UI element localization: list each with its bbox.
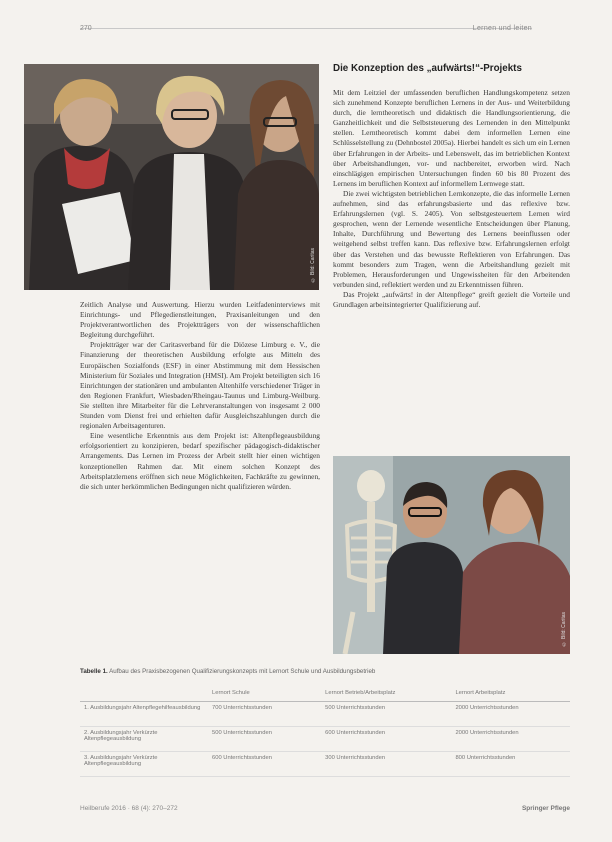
footer-publisher: Springer Pflege	[521, 805, 570, 812]
left-paragraph-1: Zeitlich Analyse und Auswertung. Hierzu wurden Leitfadeninterviews mit Einrichtungs- und Pflegedienstleitungen, Praxisanleitungen und den Projektverantwortlichen des Projektträgers von der wissenschaftlichen Begleitung durchgeführt.	[80, 300, 320, 340]
table-header-cell: Lernort Betrieb/Arbeitsplatz	[321, 685, 451, 702]
table-cell: 3. Ausbildungsjahr Verkürzte Altenpflegeausbildung	[80, 752, 208, 777]
table-header-cell	[80, 685, 208, 702]
photo-skeleton-training	[333, 456, 570, 654]
table-cell: 1. Ausbildungsjahr Altenpflegehilfeausbildung	[80, 702, 208, 727]
photo-skeleton-training-illustration	[333, 456, 570, 654]
right-column	[333, 88, 570, 310]
table-header-row	[80, 685, 570, 702]
right-paragraph-3: Das Projekt „aufwärts! in der Altenpflege“ greift gezielt die Vorteile und Grundlagen arbeitsintegrierter Qualifizierung auf.	[333, 289, 570, 309]
table-header-cell: Lernort Arbeitsplatz	[451, 685, 570, 702]
right-paragraph-1: Mit dem Leitziel der umfassenden beruflichen Handlungskompetenz setzen sich zunehmend Konzepte beruflichen Lernens in der Aus- und Weiterbildung durch, die lerntheoretisch und didaktisch die Handlungsorientierung, die Ganzheitlichkeit und die Selbststeuerung des Lernenden in den Mittelpunkt stellen. Lerntheoretisch kommt dabei dem informellen Lernen eine Schlüsselstellung zu (Dehnbostel 2005a). Hierbei handelt es sich um ein Lernen über Erfahrungen in der Arbeits- und Lebenswelt, das im betrieblichen Kontext über Arbeitshandlungen, vor- und nachbereitet, erworben wird. Nach einschlägigen empirischen Untersuchungen finden 60 bis 80 Prozent des Lernens im beruflichen Kontext auf informellem Lernwege statt.	[333, 88, 570, 188]
right-paragraph-2: Die zwei wichtigsten betrieblichen Lernkonzepte, die das informelle Lernen aufnehmen, sind das erfahrungsbasierte und das reflexive bzw. Erfahrungslernen (vgl. S. 2405). Von selbstgesteuertem Lernen wird gesprochen, wenn der Lernende wesentliche Entscheidungen über Planung, Inhalte, Durchführung und Bewertung des Lernens beeinflussen oder weitgehend selbst treffen kann. Das reflexive bzw. Erfahrungslernen erfolgt über das Verstehen und das bewusste Reflektieren von Erfahrungen. Das kommt besonders zum Tragen, wenn die Arbeitshandlung gezielt mit Problemen, Herausforderungen und Ungewissheiten für den Arbeitenden verbunden sind, reflektiert werden und zu Erkenntnissen führen.	[333, 188, 570, 289]
left-paragraph-2: Projektträger war der Caritasverband für die Diözese Limburg e. V., die Finanzierung der theoretischen Ausbildung erfolgte aus Mitteln des Europäischen Sozialfonds (ESF) in einer Abstimmung mit dem Hessischen Ministerium für Soziales und Integration (HMSI). Am Projekt beteiligten sich 16 Einrichtungen der stationären und ambulanten Altenhilfe verschiedener Träger in den Regionen Frankfurt, Wiesbaden/Rheingau-Taunus und Limburg-Weilburg. Sie stellten ihre Mitarbeiter für die Lehrveranstaltungen von insgesamt 2 000 Stunden vom Dienst frei und erhielten dafür Ausgleichszahlungen durch die regionalen Arbeitsagenturen.	[80, 340, 320, 431]
table-cell: 2. Ausbildungsjahr Verkürzte Altenpflegeausbildung	[80, 727, 208, 752]
table-cell: 600 Unterrichtsstunden	[321, 727, 451, 752]
table-cell: 800 Unterrichtsstunden	[451, 752, 570, 777]
modules-table	[80, 685, 570, 777]
running-head	[80, 25, 532, 32]
photo-credit-bottom: © Bild: Caritas	[561, 611, 567, 646]
photo-women-reading-illustration	[24, 64, 319, 290]
table-row	[80, 727, 570, 752]
footer-citation: Heilberufe 2016 · 68 (4): 270–272	[80, 805, 178, 812]
section-heading: Die Konzeption des „aufwärts!“-Projekts	[333, 63, 522, 74]
left-column	[80, 300, 320, 492]
page-number: 270	[80, 25, 92, 32]
table-cell: 2000 Unterrichtsstunden	[451, 702, 570, 727]
table-cell: 2000 Unterrichtsstunden	[451, 727, 570, 752]
table-cell: 500 Unterrichtsstunden	[321, 702, 451, 727]
table-cell: 300 Unterrichtsstunden	[321, 752, 451, 777]
left-paragraph-3: Eine wesentliche Erkenntnis aus dem Projekt ist: Altenpflegeausbildung erfolgsorientiert zu konzipieren, bedarf spezifischer pädagogisch-didaktischer Arrangements. Das Lernen im Prozess der Arbeit stellt hier einen wichtigen konzeptionellen Rahmen dar. Mit einem solchen Konzept des Arbeitsplatzlernens eröffnen sich neue Möglichkeiten, Fachkräfte zu gewinnen, die sich unter herkömmlichen Bedingungen nicht qualifizieren würden.	[80, 431, 320, 491]
table-header-cell: Lernort Schule	[208, 685, 321, 702]
photo-women-reading	[24, 64, 319, 290]
table-caption	[80, 668, 570, 675]
photo-credit-top: © Bild: Caritas	[310, 247, 316, 282]
table-caption-text: Aufbau des Praxisbezogenen Qualifizierungskonzepts mit Lernort Schule und Ausbildungsbetrieb	[109, 668, 376, 675]
table-cell: 500 Unterrichtsstunden	[208, 727, 321, 752]
table-caption-label: Tabelle 1.	[80, 668, 108, 675]
table-cell: 700 Unterrichtsstunden	[208, 702, 321, 727]
running-title: Lernen und leiten	[472, 25, 532, 32]
table-cell: 600 Unterrichtsstunden	[208, 752, 321, 777]
table-row	[80, 702, 570, 727]
table-row	[80, 752, 570, 777]
